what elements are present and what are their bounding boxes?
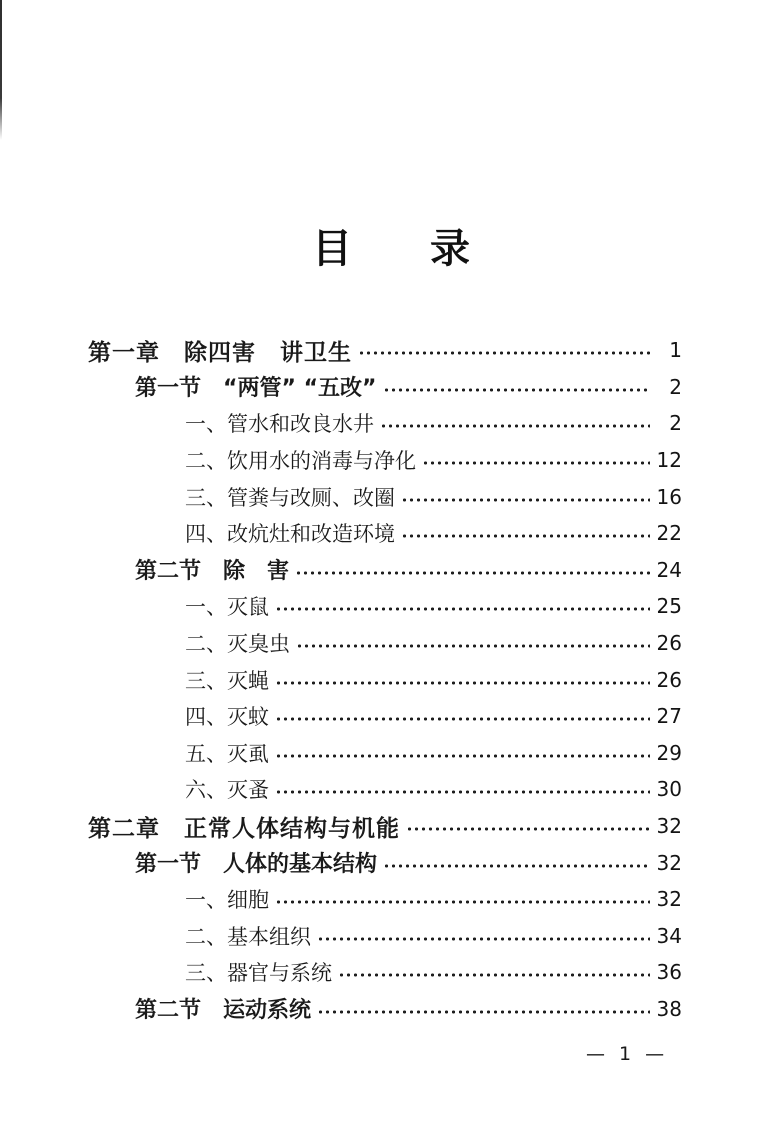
dot-leader [275, 787, 650, 797]
entry-label: 五、灭虱 [185, 741, 269, 766]
entry-label: 一、管水和改良水井 [185, 412, 374, 437]
entry-label: 第二节 运动系统 [135, 998, 312, 1024]
entry-page-number: 25 [656, 594, 682, 619]
scan-edge-artifact [0, 0, 2, 140]
entry-page-number: 2 [669, 411, 682, 436]
toc-entry [88, 369, 682, 406]
entry-page-number: 27 [656, 704, 682, 729]
dot-leader [380, 421, 650, 431]
entry-page-number: 29 [656, 740, 682, 765]
entry-label: 一、细胞 [185, 888, 269, 913]
entry-page-number: 26 [656, 667, 682, 692]
entry-page-number: 16 [656, 484, 682, 509]
entry-label: 四、改炕灶和改造环境 [185, 522, 395, 547]
page-title [0, 226, 782, 272]
footer-page-number: — 1 — [586, 1043, 665, 1065]
entry-label: 第一节 “两管” “五改” [135, 376, 377, 402]
toc-entry [88, 515, 682, 552]
entry-label: 二、灭臭虫 [185, 632, 290, 657]
dot-leader [422, 458, 650, 468]
toc-entry [88, 661, 682, 698]
toc-entry [88, 881, 682, 918]
dot-leader [275, 751, 650, 761]
entry-page-number: 32 [656, 850, 682, 875]
entry-page-number: 22 [656, 521, 682, 546]
entry-page-number: 34 [656, 923, 682, 948]
entry-label: 一、灭鼠 [185, 595, 269, 620]
dot-leader [275, 714, 650, 724]
toc-entry [88, 698, 682, 735]
page-title-char-right: 录 [430, 226, 470, 272]
entry-label: 三、灭蝇 [185, 668, 269, 693]
dot-leader [406, 824, 650, 834]
entry-label: 二、基本组织 [185, 924, 311, 949]
toc-entry [88, 552, 682, 589]
entry-label: 六、灭蚤 [185, 778, 269, 803]
table-of-contents [88, 332, 682, 1027]
toc-entry [88, 991, 682, 1028]
entry-page-number: 30 [656, 777, 682, 802]
entry-label: 三、管粪与改厕、改圈 [185, 485, 395, 510]
dot-leader [317, 934, 650, 944]
page-title-char-left: 目 [312, 226, 352, 272]
dot-leader [295, 568, 650, 578]
entry-label: 第二章 正常人体结构与机能 [88, 815, 400, 842]
entry-page-number: 12 [656, 448, 682, 473]
toc-entry [88, 735, 682, 772]
dot-leader [383, 861, 650, 871]
entry-label: 第二节 除 害 [135, 559, 290, 585]
dot-leader [401, 495, 650, 505]
dot-leader [317, 1007, 650, 1017]
entry-page-number: 38 [656, 996, 682, 1021]
toc-entry [88, 332, 682, 369]
entry-page-number: 32 [656, 814, 682, 839]
dot-leader [338, 970, 650, 980]
dot-leader [383, 385, 651, 395]
toc-entry [88, 844, 682, 881]
dot-leader [358, 348, 650, 358]
entry-page-number: 26 [656, 631, 682, 656]
dot-leader [401, 531, 650, 541]
toc-entry [88, 442, 682, 479]
toc-entry [88, 588, 682, 625]
toc-entry [88, 771, 682, 808]
dot-leader [275, 604, 650, 614]
entry-page-number: 1 [669, 338, 682, 363]
toc-entry [88, 808, 682, 845]
toc-entry [88, 405, 682, 442]
dot-leader [275, 897, 650, 907]
entry-label: 第一节 人体的基本结构 [135, 852, 378, 878]
entry-page-number: 24 [656, 557, 682, 582]
entry-label: 三、器官与系统 [185, 961, 332, 986]
dot-leader [275, 678, 650, 688]
entry-page-number: 2 [669, 374, 682, 399]
entry-label: 第一章 除四害 讲卫生 [88, 339, 352, 366]
entry-label: 二、饮用水的消毒与净化 [185, 449, 416, 474]
dot-leader [296, 641, 650, 651]
toc-entry [88, 478, 682, 515]
entry-label: 四、灭蚊 [185, 705, 269, 730]
entry-page-number: 32 [656, 887, 682, 912]
toc-entry [88, 918, 682, 955]
toc-entry [88, 954, 682, 991]
entry-page-number: 36 [656, 960, 682, 985]
toc-entry [88, 625, 682, 662]
